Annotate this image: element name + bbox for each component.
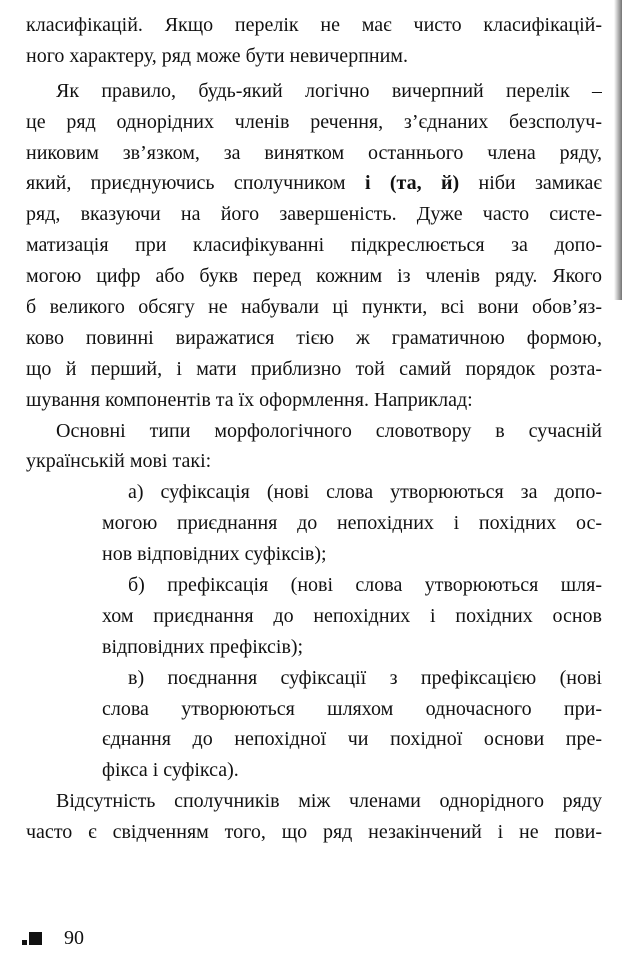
- text-line: никовим зв’язком, за винятком останнього члена ряду,: [26, 141, 602, 164]
- list-item-line: слова утворюються шляхом одночасного при-: [102, 697, 602, 720]
- text-line: Основні типи морфологічного словотвору в сучасній: [56, 419, 602, 442]
- text-line: могою цифр або букв перед кожним із членів ряду. Якого: [26, 265, 602, 288]
- list-item-c: [102, 663, 602, 787]
- text-line: б великого обсягу не набували ці пункти, всі вони обов’яз-: [26, 296, 602, 319]
- list-item-line: нов відповідних суфіксів);: [102, 543, 327, 566]
- text-line: це ряд однорідних членів речення, з’єднаних безсполуч-: [26, 110, 602, 133]
- paragraph-2: [26, 76, 602, 416]
- text-line: часто є свідченням того, що ряд незакінчений і не пови-: [26, 821, 602, 844]
- list-item-line: хом приєднання до непохідних і похідних основ: [102, 604, 602, 627]
- text-line: що й перший, і мати приблизно той самий порядок розта-: [26, 357, 602, 380]
- square-marker-icon: [22, 932, 42, 945]
- text-line: класифікацій. Якщо перелік не має чисто класифікацій-: [26, 14, 602, 36]
- page-number: 90: [64, 927, 84, 949]
- text-line: українській мові такі:: [26, 450, 212, 473]
- example-list: [26, 477, 602, 786]
- text-segment: ніби замикає: [459, 172, 602, 195]
- paragraph-1: [26, 10, 602, 72]
- text-line: матизація при класифікуванні підкреслюється за допо-: [26, 234, 602, 257]
- text-line: ного характеру, ряд може бути невичерпним.: [26, 44, 408, 67]
- text-line: ряд, вказуючи на його завершеність. Дуже часто систе-: [26, 203, 602, 226]
- list-item-line: єднання до непохідної чи похідної основи пре-: [102, 728, 602, 751]
- text-line: шування компонентів та їх оформлення. Наприклад:: [26, 388, 473, 411]
- text-line: Як правило, будь-який логічно вичерпний перелік –: [56, 79, 602, 102]
- text-line: Відсутність сполучників між членами однорідного ряду: [56, 790, 602, 813]
- list-item-b: [102, 570, 602, 663]
- page-content: [26, 10, 602, 848]
- list-item-line: відповідних префіксів);: [102, 635, 304, 658]
- list-item-a: [102, 477, 602, 570]
- page-footer: [22, 927, 84, 949]
- list-item-line: могою приєднання до непохідних і похідних ос-: [102, 512, 602, 535]
- bold-conjunctions: і (та, й): [364, 172, 460, 195]
- text-line: ково повинні виражатися тією ж граматичною формою,: [26, 326, 602, 349]
- list-item-line: фікса і суфікса).: [102, 759, 239, 782]
- page-edge-shadow: [614, 0, 622, 300]
- paragraph-4: [26, 786, 602, 848]
- text-segment: який, приєднуючись сполучником: [26, 172, 365, 195]
- list-item-line: б) префіксація (нові слова утворюються шля-: [128, 574, 602, 597]
- list-item-line: в) поєднання суфіксації з префіксацією (нові: [128, 666, 602, 689]
- text-line-with-bold: [26, 168, 602, 199]
- paragraph-3: [26, 416, 602, 478]
- list-item-line: а) суфіксація (нові слова утворюються за допо-: [128, 481, 602, 504]
